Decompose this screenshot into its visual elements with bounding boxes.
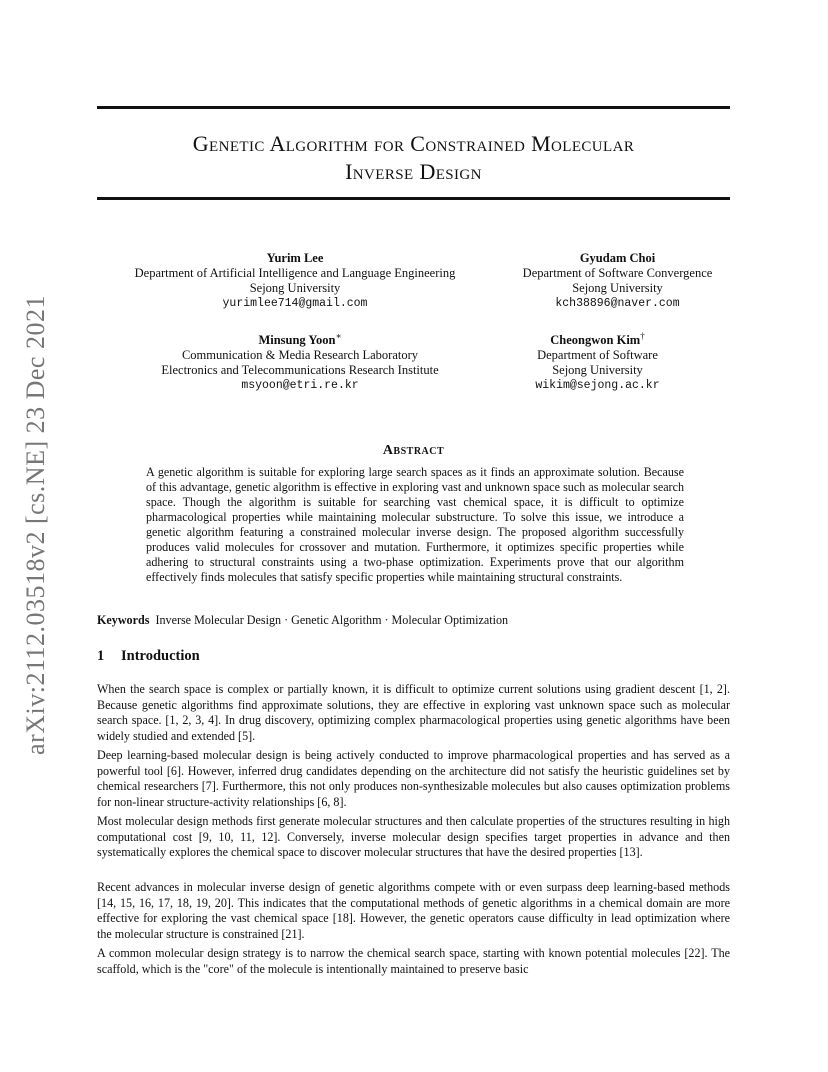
author-name: Cheongwon Kim† [550,331,645,348]
author-institution: Electronics and Telecommunications Research Institute [161,363,439,378]
author-institution: Sejong University [572,281,663,296]
arxiv-identifier-stamp: arXiv:2112.03518v2 [cs.NE] 23 Dec 2021 [21,295,50,755]
body-paragraph: Deep learning-based molecular design is being actively conducted to improve pharmacological properties and has served as a powerful tool [6]. However, inferred drug candidates depending on the architecture did not satisfy the heuristic guidelines set by chemical researchers [7]. Furthermore, this not only produces non-synthesizable molecules but also causes optimization problems for non-linear structure-activity relationships [6, 8]. [97,748,730,809]
keywords-line [97,613,730,628]
author-name: Gyudam Choi [579,251,656,266]
body-paragraph: Recent advances in molecular inverse design of genetic algorithms compete with or even surpass deep learning-based methods [14, 15, 16, 17, 18, 19, 20]. This indicates that the computational methods of genetic algorithms in a chemical domain are more effective for exploring the vast chemical space [18]. However, the genetic operators cause difficulty in lead optimization where the molecular structure is constrained [21]. [97,880,730,941]
body-paragraph: A common molecular design strategy is to narrow the chemical search space, starting with known potential molecules [22]. The scaffold, which is the "core" of the molecule is intentionally maintained to preserve basic [97,946,730,976]
author-name: Minsung Yoon∗ [258,331,342,348]
author-block [130,329,470,393]
section-title: Introduction [121,648,200,664]
author-block [510,329,685,393]
abstract-heading: Abstract [382,443,445,458]
section-heading [97,648,200,665]
author-email: yurimlee714@gmail.com [222,297,368,311]
abstract-body: A genetic algorithm is suitable for exploring large search spaces as it finds an approximate solution. Because of this advantage, genetic algorithm is effective in exploring vast and unknown space such as molecular search space. Though the algorithm is suitable for searching vast chemical space, it is difficult to optimize pharmacological properties while maintaining molecular substructure. To solve this issue, we introduce a genetic algorithm featuring a constrained molecular inverse design. The proposed algorithm successfully produces valid molecules for crossover and mutation. Furthermore, it optimizes specific properties while adhering to structural constraints using a two-phase optimization. Experiments prove that our algorithm effectively finds molecules that satisfy specific properties while maintaining structural constraints. [146,465,684,584]
author-institution: Sejong University [552,363,643,378]
title-bottom-rule [97,197,730,200]
paper-title-line-2: Inverse Design [345,159,482,184]
paper-title-line-1: Genetic Algorithm for Constrained Molecular [192,131,635,156]
keywords-text: Inverse Molecular Design · Genetic Algorithm · Molecular Optimization [155,613,509,627]
author-block [110,247,480,311]
author-affiliation: Communication & Media Research Laboratory [181,348,419,363]
title-top-rule [97,106,730,109]
author-email: msyoon@etri.re.kr [241,379,359,393]
author-email: kch38896@naver.com [555,297,680,311]
body-paragraph: Most molecular design methods first generate molecular structures and then calculate properties of the structures resulting in high computational cost [9, 10, 11, 12]. Conversely, inverse molecular design specifies target properties in advance and then systematically explores the chemical space to discover molecular structures that have the desired properties [13]. [97,814,730,859]
author-affiliation: Department of Software Convergence [522,266,713,281]
body-paragraph: When the search space is complex or partially known, it is difficult to optimize current solutions using gradient descent [1, 2]. Because genetic algorithms find approximate solutions, they are effective in exploring vast unknown space such as molecular search space. [1, 2, 3, 4]. In drug discovery, optimizing complex pharmacological properties using genetic algorithms have been widely studied and extended [5]. [97,682,730,743]
author-institution: Sejong University [249,281,341,296]
section-number: 1 [97,648,105,664]
keywords-label: Keywords [97,613,150,627]
author-block [490,247,745,311]
author-affiliation: Department of Software [537,348,658,363]
author-affiliation: Department of Artificial Intelligence and Language Engineering [134,266,456,281]
author-name: Yurim Lee [266,251,324,266]
author-email: wikim@sejong.ac.kr [535,379,660,393]
